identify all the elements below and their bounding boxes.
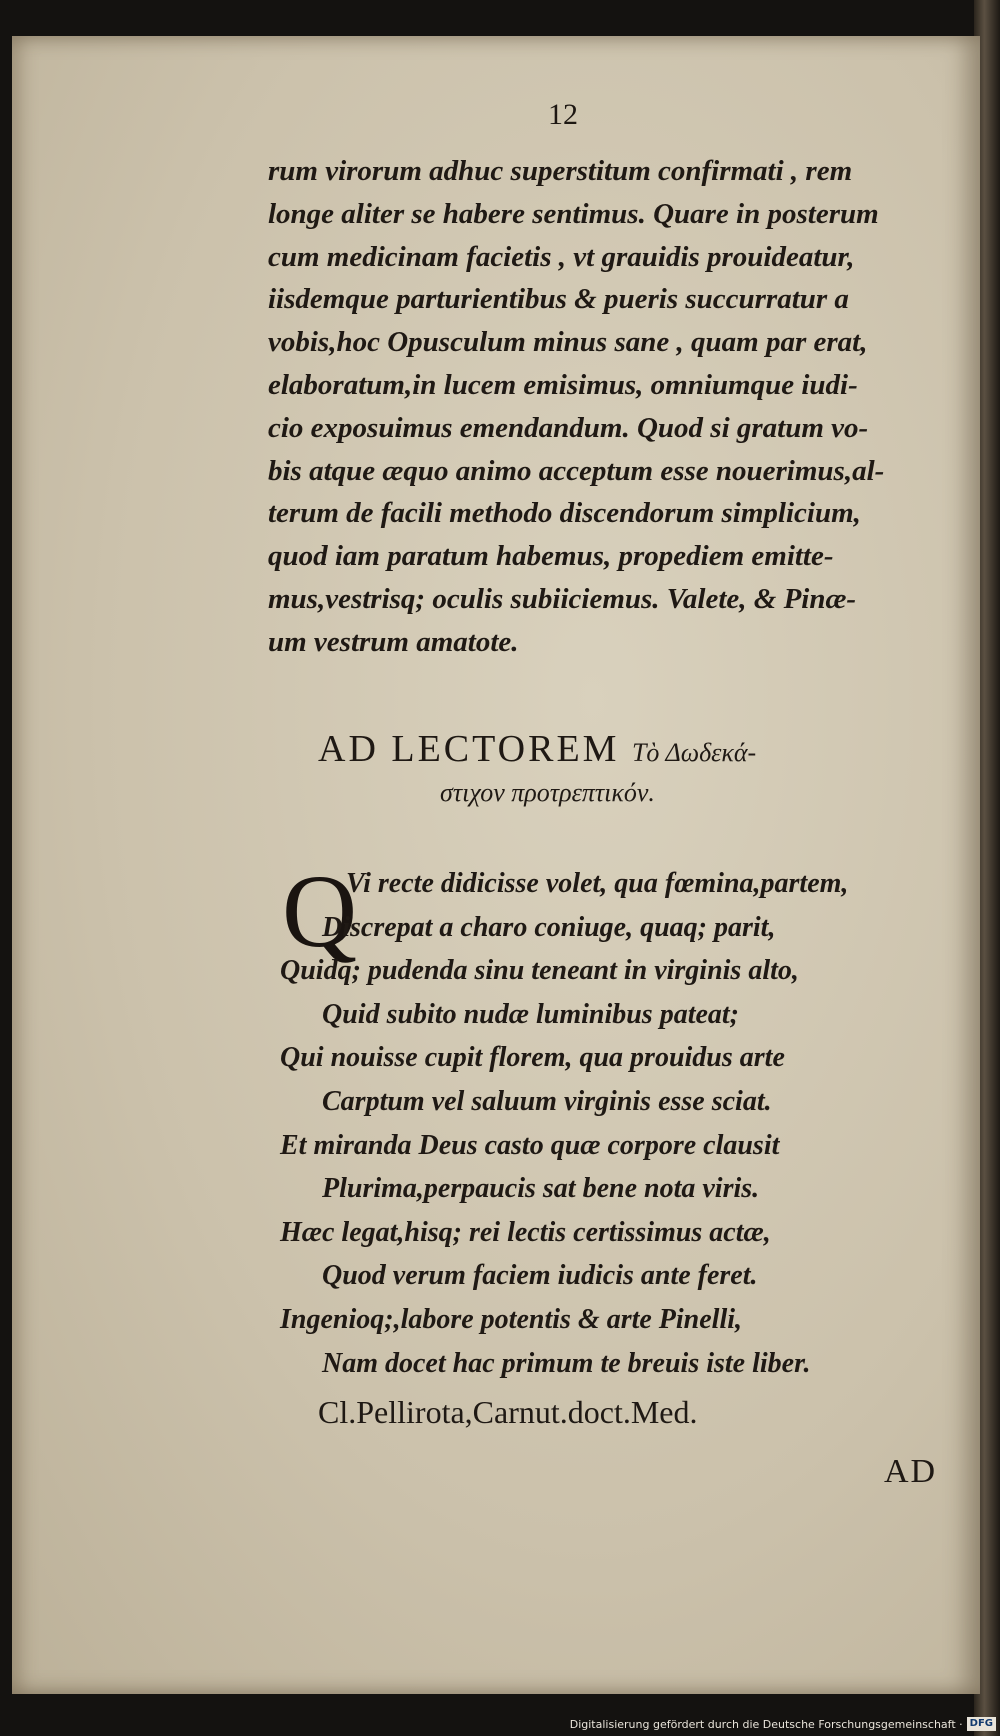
credit-text: Digitalisierung gefördert durch die Deutsche Forschungsgemeinschaft ·: [569, 1717, 963, 1731]
prose-line: quod iam paratum habemus, propediem emitte-: [268, 540, 834, 573]
page-number: 12: [548, 98, 578, 131]
digitization-credit: [570, 1716, 996, 1732]
heading-greek-part2: στιχον προτρεπτικόν.: [440, 778, 655, 807]
prose-paragraph: [268, 150, 948, 664]
prose-line: longe aliter se habere sentimus. Quare in posterum: [268, 197, 879, 230]
poem: [280, 854, 960, 1385]
poem-line: Qui nouisse cupit florem, qua prouidus arte: [280, 1042, 785, 1074]
prose-line: bis atque æquo animo acceptum esse nouerimus,al-: [268, 454, 885, 487]
prose-line: mus,vestrisq; oculis subiiciemus. Valete, & Pinæ-: [268, 582, 857, 615]
drop-cap: Q: [282, 854, 358, 969]
prose-line: iisdemque parturientibus & pueris succurratur a: [268, 283, 849, 316]
prose-line: um vestrum amatote.: [268, 625, 519, 658]
poem-line: Hæc legat,hisq; rei lectis certissimus actæ,: [280, 1216, 771, 1248]
poem-line: Carptum vel saluum virginis esse sciat.: [322, 1085, 772, 1117]
poem-line: Quod verum faciem iudicis ante feret.: [322, 1260, 758, 1292]
catchword: AD: [884, 1453, 938, 1490]
heading-greek-part1: Τὸ Δωδεκά-: [631, 738, 757, 767]
prose-line: vobis,hoc Opusculum minus sane , quam par erat,: [268, 326, 868, 359]
poem-line: Ingenioq;,labore potentis & arte Pinelli,: [280, 1303, 743, 1335]
dfg-logo-icon: DFG: [967, 1717, 996, 1731]
poem-line: Discrepat a charo coniuge, quaq; parit,: [322, 911, 776, 943]
poem-line: Plurima,perpaucis sat bene nota viris.: [322, 1173, 760, 1205]
prose-line: terum de facili methodo discendorum simplicium,: [268, 497, 861, 530]
heading-title: AD LECTOREM: [318, 728, 620, 770]
poem-line: Vi recte didicisse volet, qua fœmina,partem,: [346, 868, 849, 899]
author-signature: Cl.Pellirota,Carnut.doct.Med.: [318, 1394, 698, 1430]
poem-line: Quidq; pudenda sinu teneant in virginis alto,: [280, 955, 799, 987]
prose-line: cum medicinam facietis , vt grauidis prouideatur,: [268, 240, 855, 273]
poem-line: Et miranda Deus casto quæ corpore clausit: [280, 1129, 780, 1161]
section-heading: [318, 727, 958, 771]
prose-line: cio exposuimus emendandum. Quod si gratum vo-: [268, 411, 869, 444]
poem-line: Quid subito nudæ luminibus pateat;: [322, 998, 740, 1030]
prose-line: rum virorum adhuc superstitum confirmati , rem: [268, 155, 853, 187]
prose-line: elaboratum,in lucem emisimus, omniumque iudi-: [268, 368, 858, 401]
poem-line: Nam docet hac primum te breuis iste liber.: [322, 1347, 811, 1379]
